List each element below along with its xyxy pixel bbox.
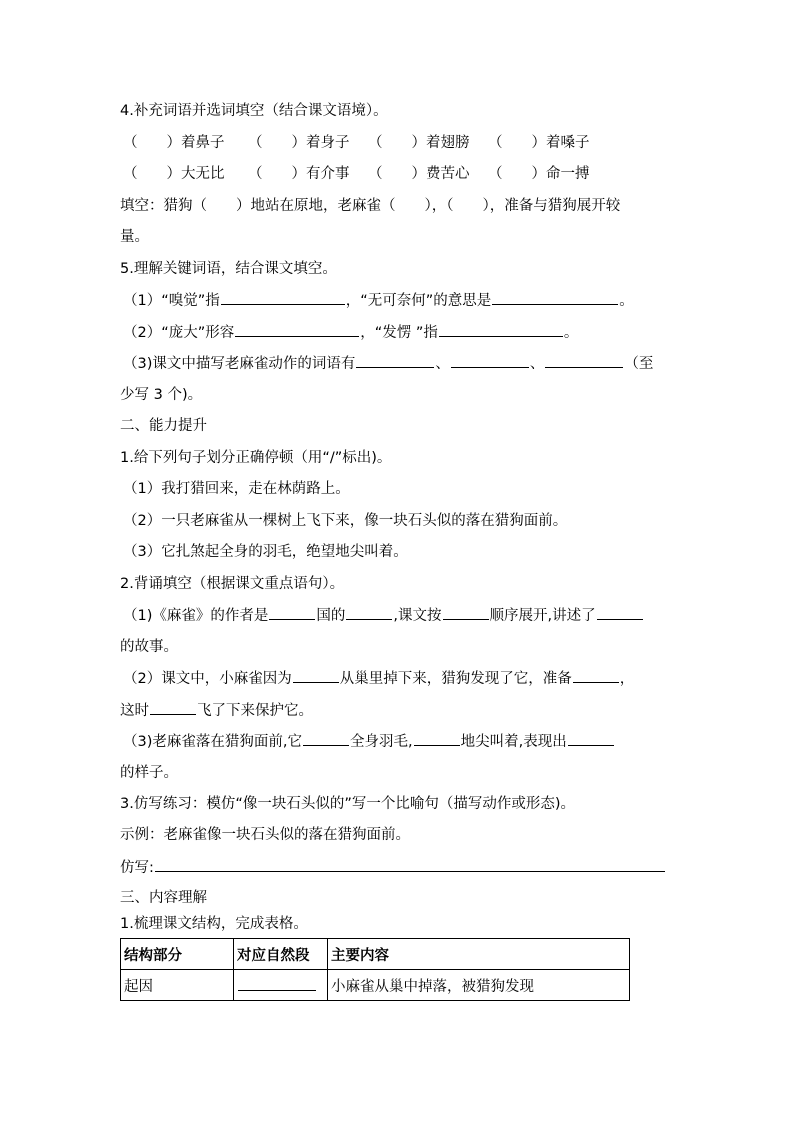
table-row — [121, 970, 630, 1001]
table-header-row — [121, 939, 630, 970]
text: 这时 — [120, 703, 149, 719]
q4-word-row-2 — [123, 164, 608, 184]
q4-title: 4.补充词语并选词填空（结合课文语境）。 — [120, 103, 388, 119]
imitation-label: 仿写: — [120, 860, 154, 876]
q4-word-2: （ ）着身子 — [248, 135, 350, 151]
s2-q3-example: 示例：老麻雀像一块石头似的落在猎狗面前。 — [120, 827, 410, 843]
separator: 、 — [435, 356, 450, 372]
answer-blank[interactable] — [150, 700, 196, 715]
text: （2）课文中，小麻雀因为 — [123, 671, 292, 687]
q4-word-5: （ ）大无比 — [123, 166, 225, 182]
q4-fill-sentence-end: 量。 — [120, 229, 149, 245]
q5-title: 5.理解关键词语，结合课文填空。 — [120, 261, 337, 277]
text: ,课文按 — [393, 608, 442, 624]
q5-item-3-text-b: （至 — [624, 356, 654, 372]
answer-blank[interactable] — [238, 976, 316, 991]
q4-word-6: （ ）有介事 — [248, 166, 350, 182]
s2-q1-sentence-2: （2）一只老麻雀从一棵树上飞下来，像一块石头似的落在猎狗面前。 — [123, 513, 568, 529]
q4-fill-sentence: 填空：猎狗（ ）地站在原地，老麻雀（ ），（ ），准备与猎狗展开较 — [120, 198, 621, 214]
table-cell — [234, 970, 328, 1001]
q5-item-2-text-b: ，“发愣 ”指 — [360, 325, 438, 341]
text: 顺序展开,讲述了 — [489, 608, 596, 624]
s2-q1-sentence-1: （1）我打猎回来，走在林荫路上。 — [123, 481, 350, 497]
answer-blank[interactable] — [293, 668, 339, 683]
s2-q2-item-1 — [123, 605, 644, 626]
answer-blank[interactable] — [269, 605, 315, 620]
q4-word-row-1 — [123, 133, 608, 153]
answer-blank[interactable] — [346, 605, 392, 620]
answer-blank[interactable] — [573, 668, 619, 683]
q5-item-1-text: （1）“嗅觉”指 — [123, 293, 220, 309]
text: 全身羽毛, — [350, 734, 413, 750]
s2-q1-title: 1.给下列句子划分正确停顿（用“/”标出)。 — [120, 450, 392, 466]
text: （3)老麻雀落在猎狗面前,它 — [123, 734, 302, 750]
s2-q3-title: 3.仿写练习：模仿“像一块石头似的”写一个比喻句（描写动作或形态)。 — [120, 796, 576, 812]
answer-blank[interactable] — [439, 322, 563, 337]
answer-blank[interactable] — [221, 290, 345, 305]
answer-blank[interactable] — [545, 353, 623, 368]
table-header: 对应自然段 — [234, 939, 328, 970]
q4-word-1: （ ）着鼻子 — [123, 135, 225, 151]
answer-blank[interactable] — [155, 857, 665, 872]
answer-blank[interactable] — [492, 290, 618, 305]
separator: 、 — [529, 356, 545, 372]
answer-blank[interactable] — [568, 731, 614, 746]
s2-q3-imitation — [120, 857, 666, 878]
q5-item-1-text-b: ，“无可奈何”的意思是 — [345, 293, 492, 309]
q4-word-3: （ ）着翅膀 — [368, 135, 470, 151]
text: 飞了下来保护它。 — [197, 703, 313, 719]
q5-item-2-end: 。 — [563, 325, 579, 341]
table-header: 结构部分 — [121, 939, 234, 970]
q5-item-1-end: 。 — [619, 293, 634, 309]
answer-blank[interactable] — [356, 353, 434, 368]
s2-q1-sentence-3: （3）它扎煞起全身的羽毛，绝望地尖叫着。 — [123, 544, 408, 560]
answer-blank[interactable] — [303, 731, 349, 746]
q5-item-3-text: （3)课文中描写老麻雀动作的词语有 — [123, 356, 356, 372]
section-2-heading: 二、能力提升 — [120, 418, 207, 434]
q5-item-2-text: （2）“庞大”形容 — [123, 325, 235, 341]
text: 从巢里掉下来，猎狗发现了它，准备 — [339, 671, 572, 687]
s2-q2-item-2-cont — [120, 700, 313, 721]
q5-item-2 — [123, 322, 578, 343]
q5-item-1 — [123, 290, 634, 311]
s2-q2-item-3-cont: 的样子。 — [120, 765, 178, 781]
answer-blank[interactable] — [414, 731, 460, 746]
s2-q2-item-2 — [123, 668, 634, 689]
s2-q2-item-3 — [123, 731, 615, 752]
s2-q2-item-1-cont: 的故事。 — [120, 639, 178, 655]
structure-table — [120, 938, 630, 1001]
answer-blank[interactable] — [597, 605, 643, 620]
q5-item-3-cont: 少写 3 个)。 — [120, 387, 203, 403]
text: ， — [619, 671, 635, 687]
s2-q2-title: 2.背诵填空（根据课文重点语句）。 — [120, 576, 345, 592]
table-header: 主要内容 — [328, 939, 630, 970]
table-cell: 起因 — [121, 970, 234, 1001]
s3-q1-title: 1.梳理课文结构，完成表格。 — [120, 916, 308, 932]
answer-blank[interactable] — [443, 605, 489, 620]
answer-blank[interactable] — [235, 322, 359, 337]
text: 国的 — [316, 608, 346, 624]
table-cell: 小麻雀从巢中掉落，被猎狗发现 — [328, 970, 630, 1001]
q4-word-7: （ ）费苦心 — [368, 166, 470, 182]
q4-word-8: （ ）命一搏 — [488, 166, 590, 182]
text: （1)《麻雀》的作者是 — [123, 608, 269, 624]
section-3-heading: 三、内容理解 — [120, 890, 207, 906]
q5-item-3 — [123, 353, 653, 374]
answer-blank[interactable] — [451, 353, 529, 368]
q4-word-4: （ ）着嗓子 — [488, 135, 590, 151]
text: 地尖叫着,表现出 — [460, 734, 567, 750]
